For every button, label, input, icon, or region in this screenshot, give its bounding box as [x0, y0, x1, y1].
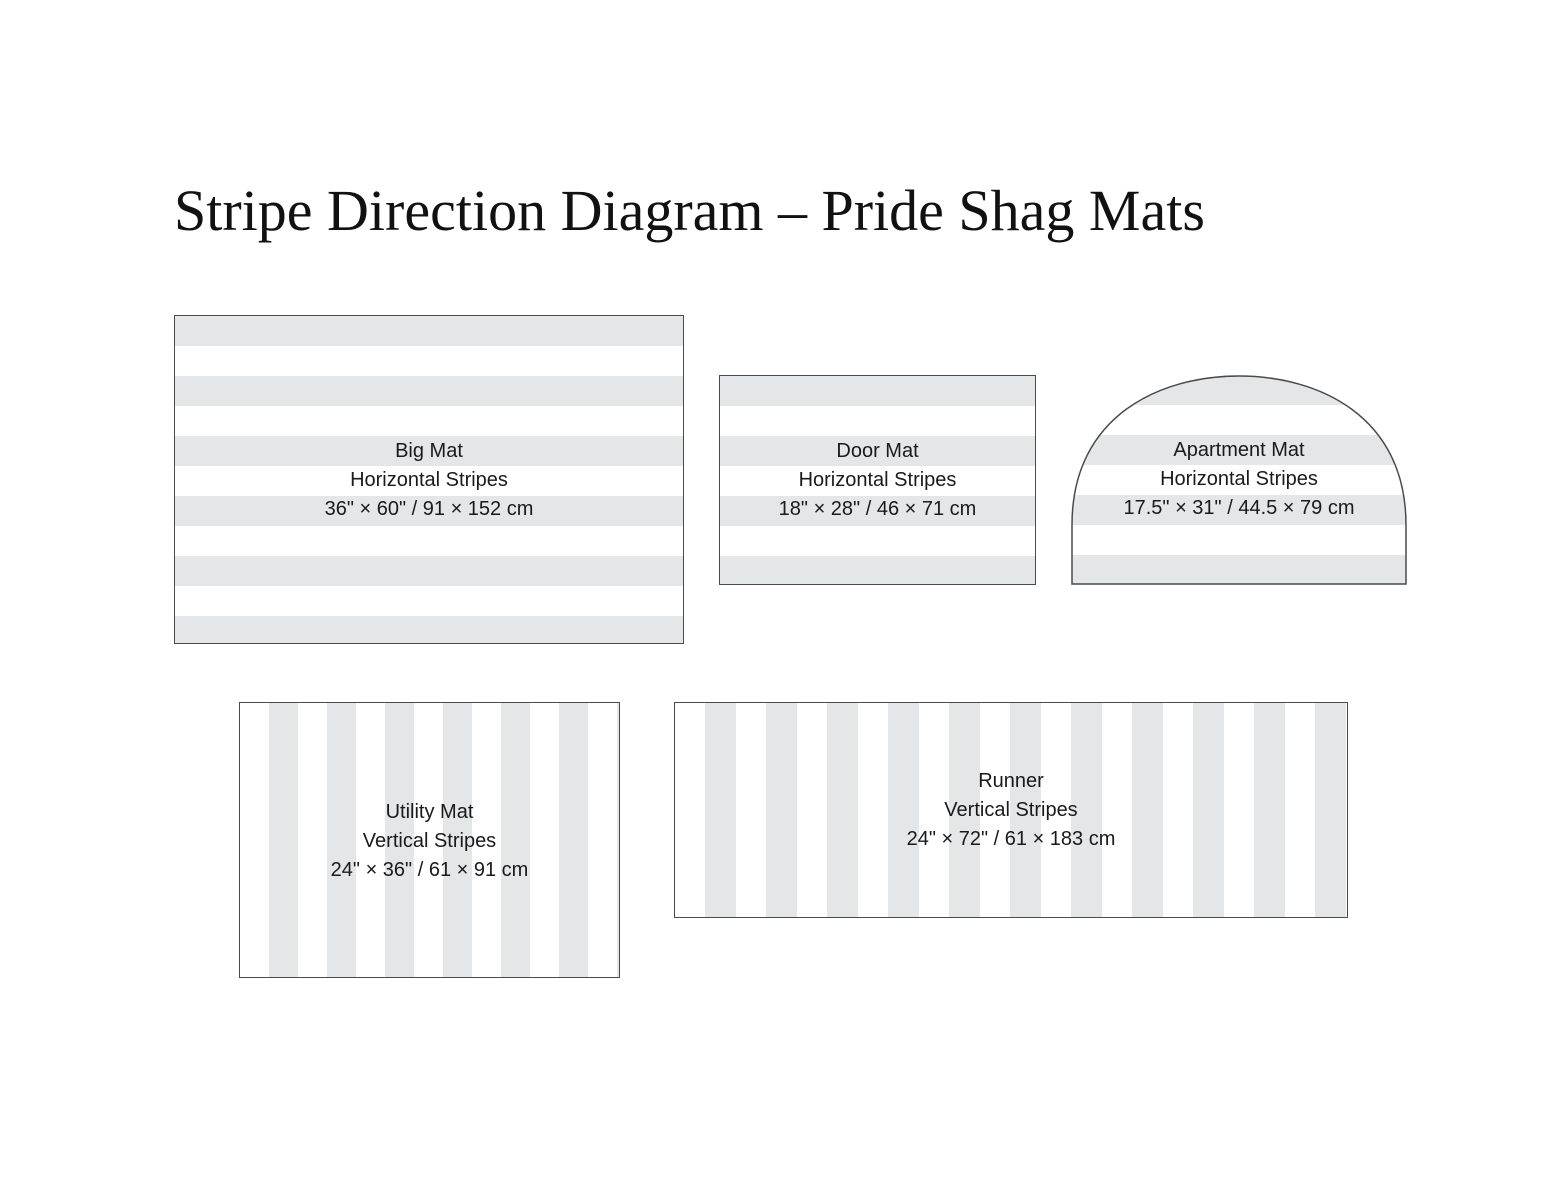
- door-mat-stripe-direction: Horizontal Stripes: [798, 469, 957, 491]
- big-mat-size: 36" × 60" / 91 × 152 cm: [324, 498, 534, 520]
- apartment-mat-size: 17.5" × 31" / 44.5 × 79 cm: [1123, 497, 1355, 519]
- apartment-mat: [1071, 375, 1407, 585]
- runner-mat-size: 24" × 72" / 61 × 183 cm: [906, 828, 1116, 850]
- apartment-mat-stripe: [1071, 555, 1407, 585]
- door-mat-name: Door Mat: [836, 440, 919, 462]
- door-mat-label: [720, 437, 1035, 524]
- utility-mat-size: 24" × 36" / 61 × 91 cm: [330, 859, 529, 881]
- big-mat-label: [175, 437, 683, 524]
- apartment-mat-name: Apartment Mat: [1173, 439, 1305, 461]
- door-mat-size: 18" × 28" / 46 × 71 cm: [778, 498, 977, 520]
- utility-mat-stripe-direction: Vertical Stripes: [362, 830, 497, 852]
- utility-mat: [239, 702, 620, 978]
- runner-mat-name: Runner: [978, 770, 1044, 792]
- big-mat: [174, 315, 684, 644]
- utility-mat-label: [240, 798, 619, 885]
- diagram-title: Stripe Direction Diagram – Pride Shag Mats: [174, 178, 1205, 243]
- utility-mat-name: Utility Mat: [385, 801, 474, 823]
- apartment-mat-stripe-direction: Horizontal Stripes: [1160, 468, 1318, 490]
- apartment-mat-label: [1071, 436, 1407, 523]
- runner-mat-label: [675, 767, 1347, 854]
- runner-mat: [674, 702, 1348, 918]
- door-mat: [719, 375, 1036, 585]
- apartment-mat-stripe: [1071, 375, 1407, 405]
- runner-mat-stripe-direction: Vertical Stripes: [944, 799, 1078, 821]
- big-mat-name: Big Mat: [395, 440, 463, 462]
- big-mat-stripe-direction: Horizontal Stripes: [350, 469, 508, 491]
